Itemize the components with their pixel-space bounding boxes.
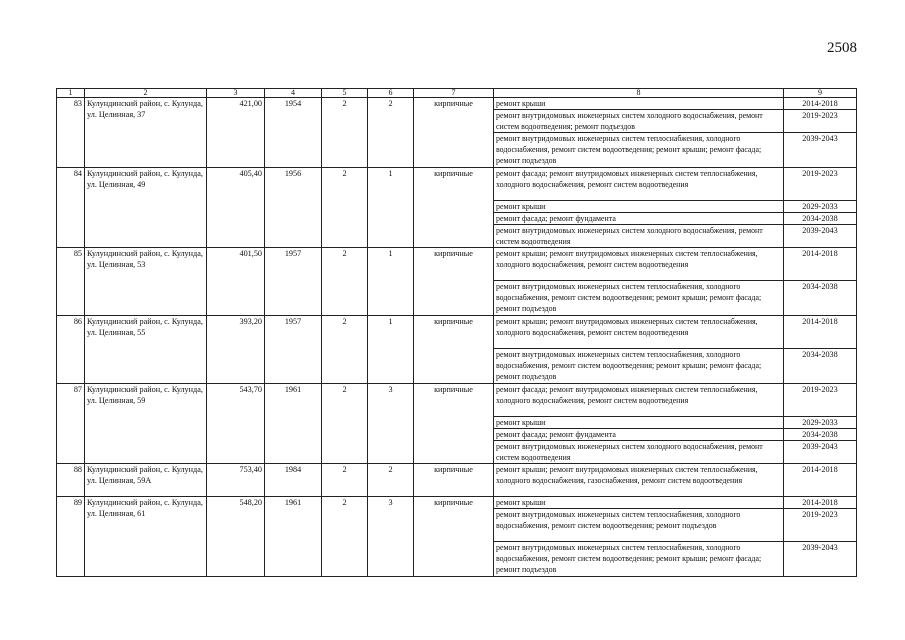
work-type-cell: ремонт внутридомовых инженерных систем теплоснабжения, холодного водоснабжения, ремонт систем водоотведения; ремонт подъездов	[494, 509, 784, 542]
work-type-cell: ремонт фасада; ремонт фундамента	[494, 213, 784, 225]
work-type-cell: ремонт фасада; ремонт внутридомовых инженерных систем теплоснабжения, холодного водоснабжения, ремонт систем водоотведения	[494, 168, 784, 201]
table-body	[57, 98, 857, 577]
year-cell: 1954	[265, 98, 322, 168]
column-header: 5	[322, 89, 368, 98]
work-type-cell: ремонт крыши	[494, 98, 784, 110]
floors-cell: 2	[322, 384, 368, 464]
period-cell: 2014-2018	[784, 316, 857, 349]
row-number-cell: 85	[57, 248, 85, 316]
page-number: 2508	[827, 40, 857, 56]
repair-schedule-table	[56, 88, 857, 577]
work-type-cell: ремонт внутридомовых инженерных систем теплоснабжения, холодного водоснабжения, ремонт систем водоотведения; ремонт крыши; ремонт фасада; ремонт подъездов	[494, 349, 784, 384]
year-cell: 1957	[265, 248, 322, 316]
address-cell: Кулундинский район, с. Кулунда, ул. Целинная, 59	[85, 384, 207, 464]
area-cell: 421,00	[207, 98, 265, 168]
floors-cell: 2	[322, 248, 368, 316]
row-number-cell: 84	[57, 168, 85, 248]
period-cell: 2014-2018	[784, 497, 857, 509]
period-cell: 2039-2043	[784, 225, 857, 248]
table-header-row	[57, 89, 857, 98]
area-cell: 548,20	[207, 497, 265, 577]
period-cell: 2034-2038	[784, 213, 857, 225]
floors-cell: 2	[322, 168, 368, 248]
column-header: 7	[414, 89, 494, 98]
address-cell: Кулундинский район, с. Кулунда, ул. Целинная, 53	[85, 248, 207, 316]
column-header: 9	[784, 89, 857, 98]
address-cell: Кулундинский район, с. Кулунда, ул. Целинная, 49	[85, 168, 207, 248]
work-type-cell: ремонт внутридомовых инженерных систем теплоснабжения, холодного водоснабжения, ремонт систем водоотведения; ремонт крыши; ремонт фасада; ремонт подъездов	[494, 542, 784, 577]
entrances-cell: 2	[368, 464, 414, 497]
table-row	[57, 98, 857, 110]
floors-cell: 2	[322, 98, 368, 168]
floors-cell: 2	[322, 316, 368, 384]
entrances-cell: 1	[368, 248, 414, 316]
work-type-cell: ремонт крыши; ремонт внутридомовых инженерных систем теплоснабжения, холодного водоснабжения, ремонт систем водоотведения	[494, 248, 784, 281]
year-cell: 1984	[265, 464, 322, 497]
row-number-cell: 87	[57, 384, 85, 464]
work-type-cell: ремонт внутридомовых инженерных систем теплоснабжения, холодного водоснабжения, ремонт систем водоотведения; ремонт крыши; ремонт фасада; ремонт подъездов	[494, 281, 784, 316]
wall-material-cell: кирпичные	[414, 316, 494, 384]
address-cell: Кулундинский район, с. Кулунда, ул. Целинная, 37	[85, 98, 207, 168]
row-number-cell: 83	[57, 98, 85, 168]
work-type-cell: ремонт внутридомовых инженерных систем холодного водоснабжения, ремонт систем водоотведения	[494, 225, 784, 248]
period-cell: 2039-2043	[784, 133, 857, 168]
period-cell: 2034-2038	[784, 281, 857, 316]
year-cell: 1956	[265, 168, 322, 248]
area-cell: 393,20	[207, 316, 265, 384]
wall-material-cell: кирпичные	[414, 168, 494, 248]
work-type-cell: ремонт внутридомовых инженерных систем теплоснабжения, холодного водоснабжения, ремонт систем водоотведения; ремонт крыши; ремонт фасада; ремонт подъездов	[494, 133, 784, 168]
period-cell: 2019-2023	[784, 509, 857, 542]
floors-cell: 2	[322, 464, 368, 497]
entrances-cell: 1	[368, 316, 414, 384]
period-cell: 2019-2023	[784, 384, 857, 417]
wall-material-cell: кирпичные	[414, 464, 494, 497]
period-cell: 2029-2033	[784, 201, 857, 213]
column-header: 1	[57, 89, 85, 98]
work-type-cell: ремонт крыши; ремонт внутридомовых инженерных систем теплоснабжения, холодного водоснабжения, газоснабжения, ремонт систем водоотведения	[494, 464, 784, 497]
period-cell: 2014-2018	[784, 464, 857, 497]
row-number-cell: 89	[57, 497, 85, 577]
entrances-cell: 3	[368, 384, 414, 464]
period-cell: 2019-2023	[784, 168, 857, 201]
period-cell: 2014-2018	[784, 248, 857, 281]
address-cell: Кулундинский район, с. Кулунда, ул. Целинная, 61	[85, 497, 207, 577]
period-cell: 2034-2038	[784, 429, 857, 441]
work-type-cell: ремонт крыши	[494, 417, 784, 429]
column-header: 3	[207, 89, 265, 98]
area-cell: 543,70	[207, 384, 265, 464]
table-row	[57, 384, 857, 417]
address-cell: Кулундинский район, с. Кулунда, ул. Целинная, 55	[85, 316, 207, 384]
entrances-cell: 2	[368, 98, 414, 168]
period-cell: 2029-2033	[784, 417, 857, 429]
area-cell: 405,40	[207, 168, 265, 248]
table-row	[57, 168, 857, 201]
period-cell: 2039-2043	[784, 542, 857, 577]
year-cell: 1961	[265, 384, 322, 464]
year-cell: 1957	[265, 316, 322, 384]
entrances-cell: 3	[368, 497, 414, 577]
area-cell: 753,40	[207, 464, 265, 497]
row-number-cell: 88	[57, 464, 85, 497]
floors-cell: 2	[322, 497, 368, 577]
work-type-cell: ремонт фасада; ремонт внутридомовых инженерных систем теплоснабжения, холодного водоснабжения, ремонт систем водоотведения	[494, 384, 784, 417]
period-cell: 2019-2023	[784, 110, 857, 133]
wall-material-cell: кирпичные	[414, 384, 494, 464]
period-cell: 2039-2043	[784, 441, 857, 464]
wall-material-cell: кирпичные	[414, 98, 494, 168]
row-number-cell: 86	[57, 316, 85, 384]
work-type-cell: ремонт крыши	[494, 201, 784, 213]
work-type-cell: ремонт внутридомовых инженерных систем холодного водоснабжения, ремонт систем водоотведения; ремонт подъездов	[494, 110, 784, 133]
column-header: 8	[494, 89, 784, 98]
work-type-cell: ремонт крыши; ремонт внутридомовых инженерных систем теплоснабжения, холодного водоснабжения, ремонт систем водоотведения	[494, 316, 784, 349]
entrances-cell: 1	[368, 168, 414, 248]
area-cell: 401,50	[207, 248, 265, 316]
work-type-cell: ремонт фасада; ремонт фундамента	[494, 429, 784, 441]
table-row	[57, 464, 857, 497]
column-header: 4	[265, 89, 322, 98]
period-cell: 2014-2018	[784, 98, 857, 110]
work-type-cell: ремонт крыши	[494, 497, 784, 509]
wall-material-cell: кирпичные	[414, 248, 494, 316]
address-cell: Кулундинский район, с. Кулунда, ул. Целинная, 59А	[85, 464, 207, 497]
period-cell: 2034-2038	[784, 349, 857, 384]
column-header: 2	[85, 89, 207, 98]
table-row	[57, 497, 857, 509]
table-row	[57, 316, 857, 349]
work-type-cell: ремонт внутридомовых инженерных систем холодного водоснабжения, ремонт систем водоотведения	[494, 441, 784, 464]
column-header: 6	[368, 89, 414, 98]
wall-material-cell: кирпичные	[414, 497, 494, 577]
table-row	[57, 248, 857, 281]
year-cell: 1961	[265, 497, 322, 577]
